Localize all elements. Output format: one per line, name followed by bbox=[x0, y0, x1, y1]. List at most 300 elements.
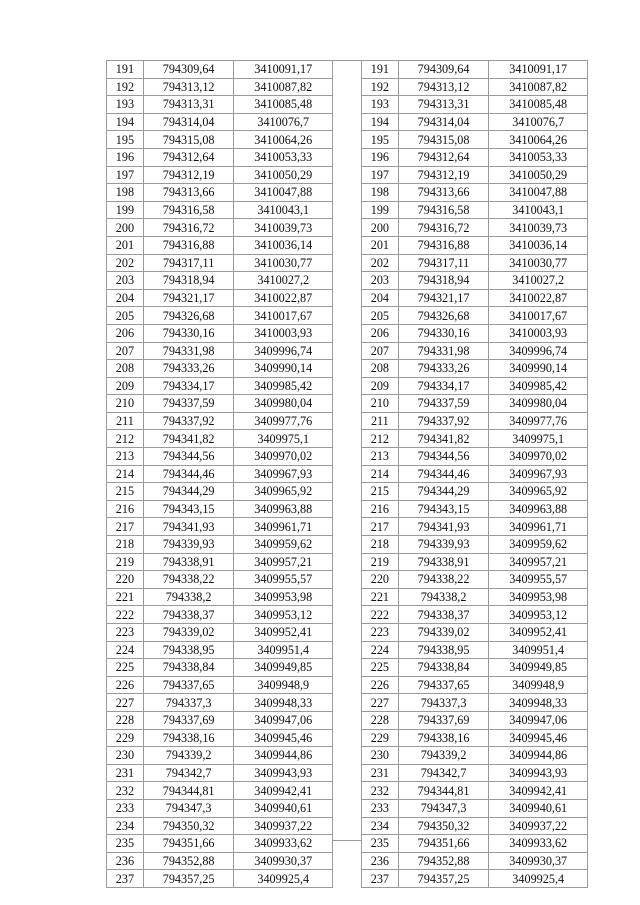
y-coordinate-cell: 3410036,14 bbox=[234, 236, 333, 254]
table-row bbox=[107, 78, 333, 96]
coordinates-table-left-body bbox=[107, 61, 333, 888]
y-coordinate-cell: 3409965,92 bbox=[234, 483, 333, 501]
x-coordinate-cell: 794330,16 bbox=[143, 324, 234, 342]
x-coordinate-cell: 794339,93 bbox=[143, 536, 234, 554]
table-row bbox=[107, 219, 333, 237]
y-coordinate-cell: 3410050,29 bbox=[489, 166, 588, 184]
x-coordinate-cell: 794338,95 bbox=[398, 641, 489, 659]
y-coordinate-cell: 3409945,46 bbox=[234, 729, 333, 747]
point-number-cell: 204 bbox=[107, 289, 144, 307]
table-row bbox=[107, 676, 333, 694]
x-coordinate-cell: 794343,15 bbox=[398, 500, 489, 518]
point-number-cell: 209 bbox=[361, 377, 398, 395]
y-coordinate-cell: 3409942,41 bbox=[234, 782, 333, 800]
point-number-cell: 207 bbox=[107, 342, 144, 360]
table-row bbox=[361, 641, 587, 659]
table-row bbox=[107, 430, 333, 448]
point-number-cell: 236 bbox=[107, 852, 144, 870]
x-coordinate-cell: 794316,88 bbox=[143, 236, 234, 254]
x-coordinate-cell: 794316,58 bbox=[143, 201, 234, 219]
table-row bbox=[107, 817, 333, 835]
point-number-cell: 220 bbox=[107, 571, 144, 589]
table-row bbox=[361, 659, 587, 677]
x-coordinate-cell: 794339,02 bbox=[143, 624, 234, 642]
x-coordinate-cell: 794339,02 bbox=[398, 624, 489, 642]
point-number-cell: 207 bbox=[361, 342, 398, 360]
table-row bbox=[361, 835, 587, 853]
x-coordinate-cell: 794344,29 bbox=[398, 483, 489, 501]
y-coordinate-cell: 3409944,86 bbox=[489, 747, 588, 765]
x-coordinate-cell: 794314,04 bbox=[143, 113, 234, 131]
point-number-cell: 199 bbox=[361, 201, 398, 219]
y-coordinate-cell: 3409953,98 bbox=[234, 588, 333, 606]
point-number-cell: 230 bbox=[361, 747, 398, 765]
table-row bbox=[361, 483, 587, 501]
table-row bbox=[107, 729, 333, 747]
x-coordinate-cell: 794309,64 bbox=[398, 61, 489, 79]
x-coordinate-cell: 794352,88 bbox=[398, 852, 489, 870]
x-coordinate-cell: 794318,94 bbox=[143, 272, 234, 290]
y-coordinate-cell: 3409959,62 bbox=[489, 536, 588, 554]
x-coordinate-cell: 794357,25 bbox=[143, 870, 234, 888]
point-number-cell: 195 bbox=[361, 131, 398, 149]
point-number-cell: 217 bbox=[107, 518, 144, 536]
point-number-cell: 223 bbox=[107, 624, 144, 642]
x-coordinate-cell: 794339,2 bbox=[143, 747, 234, 765]
x-coordinate-cell: 794342,7 bbox=[398, 764, 489, 782]
x-coordinate-cell: 794318,94 bbox=[398, 272, 489, 290]
table-row bbox=[107, 624, 333, 642]
x-coordinate-cell: 794313,31 bbox=[398, 96, 489, 114]
point-number-cell: 224 bbox=[107, 641, 144, 659]
table-row bbox=[361, 113, 587, 131]
y-coordinate-cell: 3410076,7 bbox=[489, 113, 588, 131]
table-row bbox=[361, 360, 587, 378]
point-number-cell: 209 bbox=[107, 377, 144, 395]
y-coordinate-cell: 3409943,93 bbox=[489, 764, 588, 782]
y-coordinate-cell: 3410076,7 bbox=[234, 113, 333, 131]
y-coordinate-cell: 3410047,88 bbox=[489, 184, 588, 202]
x-coordinate-cell: 794341,82 bbox=[398, 430, 489, 448]
coordinates-table-left bbox=[106, 60, 333, 888]
table-row bbox=[107, 747, 333, 765]
y-coordinate-cell: 3409957,21 bbox=[489, 553, 588, 571]
point-number-cell: 225 bbox=[361, 659, 398, 677]
point-number-cell: 223 bbox=[361, 624, 398, 642]
y-coordinate-cell: 3409953,12 bbox=[234, 606, 333, 624]
y-coordinate-cell: 3409963,88 bbox=[489, 500, 588, 518]
y-coordinate-cell: 3410017,67 bbox=[234, 307, 333, 325]
x-coordinate-cell: 794334,17 bbox=[143, 377, 234, 395]
point-number-cell: 236 bbox=[361, 852, 398, 870]
table-row bbox=[361, 289, 587, 307]
point-number-cell: 197 bbox=[361, 166, 398, 184]
x-coordinate-cell: 794342,7 bbox=[143, 764, 234, 782]
y-coordinate-cell: 3410003,93 bbox=[489, 324, 588, 342]
table-row bbox=[361, 78, 587, 96]
y-coordinate-cell: 3410027,2 bbox=[234, 272, 333, 290]
point-number-cell: 208 bbox=[107, 360, 144, 378]
point-number-cell: 230 bbox=[107, 747, 144, 765]
table-row bbox=[361, 536, 587, 554]
point-number-cell: 228 bbox=[361, 711, 398, 729]
x-coordinate-cell: 794313,12 bbox=[398, 78, 489, 96]
x-coordinate-cell: 794315,08 bbox=[398, 131, 489, 149]
table-column-gap bbox=[333, 60, 361, 841]
y-coordinate-cell: 3410087,82 bbox=[234, 78, 333, 96]
point-number-cell: 218 bbox=[361, 536, 398, 554]
table-row bbox=[107, 641, 333, 659]
table-row bbox=[361, 852, 587, 870]
y-coordinate-cell: 3410053,33 bbox=[489, 148, 588, 166]
x-coordinate-cell: 794338,2 bbox=[143, 588, 234, 606]
y-coordinate-cell: 3409952,41 bbox=[234, 624, 333, 642]
table-row bbox=[107, 571, 333, 589]
table-row bbox=[107, 835, 333, 853]
point-number-cell: 233 bbox=[361, 799, 398, 817]
point-number-cell: 237 bbox=[107, 870, 144, 888]
y-coordinate-cell: 3409943,93 bbox=[234, 764, 333, 782]
table-row bbox=[361, 782, 587, 800]
table-row bbox=[107, 536, 333, 554]
y-coordinate-cell: 3410043,1 bbox=[234, 201, 333, 219]
table-row bbox=[361, 747, 587, 765]
point-number-cell: 229 bbox=[107, 729, 144, 747]
point-number-cell: 196 bbox=[107, 148, 144, 166]
table-row bbox=[361, 465, 587, 483]
table-row bbox=[361, 342, 587, 360]
table-row bbox=[361, 412, 587, 430]
point-number-cell: 192 bbox=[107, 78, 144, 96]
x-coordinate-cell: 794317,11 bbox=[143, 254, 234, 272]
x-coordinate-cell: 794337,65 bbox=[398, 676, 489, 694]
point-number-cell: 228 bbox=[107, 711, 144, 729]
point-number-cell: 226 bbox=[107, 676, 144, 694]
x-coordinate-cell: 794337,65 bbox=[143, 676, 234, 694]
point-number-cell: 222 bbox=[361, 606, 398, 624]
x-coordinate-cell: 794339,93 bbox=[398, 536, 489, 554]
point-number-cell: 218 bbox=[107, 536, 144, 554]
point-number-cell: 203 bbox=[107, 272, 144, 290]
table-row bbox=[361, 588, 587, 606]
x-coordinate-cell: 794341,93 bbox=[143, 518, 234, 536]
table-row bbox=[107, 448, 333, 466]
table-row bbox=[107, 148, 333, 166]
point-number-cell: 215 bbox=[361, 483, 398, 501]
y-coordinate-cell: 3409990,14 bbox=[234, 360, 333, 378]
y-coordinate-cell: 3409947,06 bbox=[234, 711, 333, 729]
y-coordinate-cell: 3409957,21 bbox=[234, 553, 333, 571]
table-row bbox=[107, 236, 333, 254]
y-coordinate-cell: 3410087,82 bbox=[489, 78, 588, 96]
y-coordinate-cell: 3409970,02 bbox=[234, 448, 333, 466]
point-number-cell: 205 bbox=[107, 307, 144, 325]
table-row bbox=[107, 799, 333, 817]
x-coordinate-cell: 794330,16 bbox=[398, 324, 489, 342]
x-coordinate-cell: 794351,66 bbox=[143, 835, 234, 853]
point-number-cell: 219 bbox=[107, 553, 144, 571]
table-row bbox=[361, 571, 587, 589]
point-number-cell: 199 bbox=[107, 201, 144, 219]
y-coordinate-cell: 3410030,77 bbox=[234, 254, 333, 272]
table-row bbox=[107, 588, 333, 606]
x-coordinate-cell: 794338,95 bbox=[143, 641, 234, 659]
point-number-cell: 210 bbox=[107, 395, 144, 413]
table-row bbox=[361, 131, 587, 149]
table-row bbox=[361, 166, 587, 184]
table-row bbox=[107, 483, 333, 501]
table-row bbox=[361, 254, 587, 272]
y-coordinate-cell: 3410053,33 bbox=[234, 148, 333, 166]
point-number-cell: 214 bbox=[107, 465, 144, 483]
x-coordinate-cell: 794344,56 bbox=[143, 448, 234, 466]
y-coordinate-cell: 3409945,46 bbox=[489, 729, 588, 747]
point-number-cell: 219 bbox=[361, 553, 398, 571]
x-coordinate-cell: 794314,04 bbox=[398, 113, 489, 131]
table-row bbox=[107, 500, 333, 518]
y-coordinate-cell: 3410043,1 bbox=[489, 201, 588, 219]
x-coordinate-cell: 794337,69 bbox=[143, 711, 234, 729]
point-number-cell: 212 bbox=[107, 430, 144, 448]
x-coordinate-cell: 794337,92 bbox=[143, 412, 234, 430]
x-coordinate-cell: 794313,31 bbox=[143, 96, 234, 114]
point-number-cell: 192 bbox=[361, 78, 398, 96]
point-number-cell: 220 bbox=[361, 571, 398, 589]
x-coordinate-cell: 794341,82 bbox=[143, 430, 234, 448]
x-coordinate-cell: 794338,2 bbox=[398, 588, 489, 606]
point-number-cell: 231 bbox=[107, 764, 144, 782]
table-row bbox=[107, 324, 333, 342]
point-number-cell: 206 bbox=[107, 324, 144, 342]
table-row bbox=[107, 131, 333, 149]
table-row bbox=[107, 342, 333, 360]
y-coordinate-cell: 3409953,12 bbox=[489, 606, 588, 624]
x-coordinate-cell: 794338,91 bbox=[143, 553, 234, 571]
table-row bbox=[361, 148, 587, 166]
x-coordinate-cell: 794338,84 bbox=[143, 659, 234, 677]
y-coordinate-cell: 3409967,93 bbox=[234, 465, 333, 483]
table-row bbox=[361, 799, 587, 817]
point-number-cell: 233 bbox=[107, 799, 144, 817]
x-coordinate-cell: 794334,17 bbox=[398, 377, 489, 395]
point-number-cell: 221 bbox=[361, 588, 398, 606]
y-coordinate-cell: 3409937,22 bbox=[234, 817, 333, 835]
y-coordinate-cell: 3409933,62 bbox=[234, 835, 333, 853]
x-coordinate-cell: 794312,64 bbox=[143, 148, 234, 166]
y-coordinate-cell: 3409996,74 bbox=[489, 342, 588, 360]
x-coordinate-cell: 794343,15 bbox=[143, 500, 234, 518]
point-number-cell: 197 bbox=[107, 166, 144, 184]
point-number-cell: 216 bbox=[361, 500, 398, 518]
table-row bbox=[361, 430, 587, 448]
y-coordinate-cell: 3410027,2 bbox=[489, 272, 588, 290]
x-coordinate-cell: 794347,3 bbox=[143, 799, 234, 817]
table-row bbox=[107, 307, 333, 325]
x-coordinate-cell: 794312,19 bbox=[143, 166, 234, 184]
x-coordinate-cell: 794338,22 bbox=[143, 571, 234, 589]
x-coordinate-cell: 794350,32 bbox=[398, 817, 489, 835]
point-number-cell: 229 bbox=[361, 729, 398, 747]
point-number-cell: 235 bbox=[361, 835, 398, 853]
coordinates-table-right bbox=[361, 60, 588, 888]
x-coordinate-cell: 794316,72 bbox=[143, 219, 234, 237]
y-coordinate-cell: 3410022,87 bbox=[489, 289, 588, 307]
point-number-cell: 210 bbox=[361, 395, 398, 413]
point-number-cell: 203 bbox=[361, 272, 398, 290]
y-coordinate-cell: 3410022,87 bbox=[234, 289, 333, 307]
y-coordinate-cell: 3409933,62 bbox=[489, 835, 588, 853]
point-number-cell: 213 bbox=[361, 448, 398, 466]
y-coordinate-cell: 3409961,71 bbox=[234, 518, 333, 536]
y-coordinate-cell: 3409955,57 bbox=[234, 571, 333, 589]
y-coordinate-cell: 3409949,85 bbox=[234, 659, 333, 677]
y-coordinate-cell: 3409951,4 bbox=[489, 641, 588, 659]
point-number-cell: 215 bbox=[107, 483, 144, 501]
table-row bbox=[361, 553, 587, 571]
point-number-cell: 232 bbox=[107, 782, 144, 800]
x-coordinate-cell: 794338,16 bbox=[143, 729, 234, 747]
table-row bbox=[361, 395, 587, 413]
x-coordinate-cell: 794316,88 bbox=[398, 236, 489, 254]
y-coordinate-cell: 3409948,9 bbox=[234, 676, 333, 694]
table-row bbox=[361, 307, 587, 325]
table-row bbox=[107, 852, 333, 870]
table-row bbox=[361, 729, 587, 747]
table-row bbox=[107, 272, 333, 290]
x-coordinate-cell: 794321,17 bbox=[398, 289, 489, 307]
y-coordinate-cell: 3410064,26 bbox=[489, 131, 588, 149]
x-coordinate-cell: 794313,66 bbox=[398, 184, 489, 202]
x-coordinate-cell: 794337,59 bbox=[398, 395, 489, 413]
y-coordinate-cell: 3409953,98 bbox=[489, 588, 588, 606]
y-coordinate-cell: 3409985,42 bbox=[489, 377, 588, 395]
table-row bbox=[107, 113, 333, 131]
x-coordinate-cell: 794309,64 bbox=[143, 61, 234, 79]
x-coordinate-cell: 794351,66 bbox=[398, 835, 489, 853]
y-coordinate-cell: 3409940,61 bbox=[234, 799, 333, 817]
y-coordinate-cell: 3410039,73 bbox=[234, 219, 333, 237]
y-coordinate-cell: 3410003,93 bbox=[234, 324, 333, 342]
point-number-cell: 196 bbox=[361, 148, 398, 166]
y-coordinate-cell: 3409975,1 bbox=[234, 430, 333, 448]
x-coordinate-cell: 794333,26 bbox=[398, 360, 489, 378]
x-coordinate-cell: 794357,25 bbox=[398, 870, 489, 888]
point-number-cell: 200 bbox=[361, 219, 398, 237]
point-number-cell: 237 bbox=[361, 870, 398, 888]
point-number-cell: 191 bbox=[361, 61, 398, 79]
point-number-cell: 216 bbox=[107, 500, 144, 518]
point-number-cell: 222 bbox=[107, 606, 144, 624]
table-row bbox=[107, 711, 333, 729]
point-number-cell: 213 bbox=[107, 448, 144, 466]
table-row bbox=[107, 377, 333, 395]
x-coordinate-cell: 794344,81 bbox=[143, 782, 234, 800]
y-coordinate-cell: 3409944,86 bbox=[234, 747, 333, 765]
point-number-cell: 202 bbox=[361, 254, 398, 272]
y-coordinate-cell: 3409949,85 bbox=[489, 659, 588, 677]
x-coordinate-cell: 794337,3 bbox=[398, 694, 489, 712]
x-coordinate-cell: 794338,37 bbox=[143, 606, 234, 624]
point-number-cell: 234 bbox=[107, 817, 144, 835]
y-coordinate-cell: 3410085,48 bbox=[489, 96, 588, 114]
x-coordinate-cell: 794326,68 bbox=[398, 307, 489, 325]
table-row bbox=[361, 817, 587, 835]
table-row bbox=[361, 694, 587, 712]
y-coordinate-cell: 3409940,61 bbox=[489, 799, 588, 817]
y-coordinate-cell: 3409942,41 bbox=[489, 782, 588, 800]
x-coordinate-cell: 794344,81 bbox=[398, 782, 489, 800]
x-coordinate-cell: 794344,46 bbox=[143, 465, 234, 483]
table-row bbox=[107, 553, 333, 571]
table-row bbox=[361, 184, 587, 202]
y-coordinate-cell: 3409959,62 bbox=[234, 536, 333, 554]
y-coordinate-cell: 3409948,33 bbox=[489, 694, 588, 712]
point-number-cell: 235 bbox=[107, 835, 144, 853]
y-coordinate-cell: 3409948,9 bbox=[489, 676, 588, 694]
y-coordinate-cell: 3409948,33 bbox=[234, 694, 333, 712]
x-coordinate-cell: 794331,98 bbox=[143, 342, 234, 360]
x-coordinate-cell: 794338,84 bbox=[398, 659, 489, 677]
y-coordinate-cell: 3409990,14 bbox=[489, 360, 588, 378]
y-coordinate-cell: 3409947,06 bbox=[489, 711, 588, 729]
point-number-cell: 212 bbox=[361, 430, 398, 448]
table-row bbox=[361, 61, 587, 79]
x-coordinate-cell: 794338,37 bbox=[398, 606, 489, 624]
point-number-cell: 206 bbox=[361, 324, 398, 342]
y-coordinate-cell: 3409967,93 bbox=[489, 465, 588, 483]
table-row bbox=[107, 518, 333, 536]
table-row bbox=[361, 676, 587, 694]
x-coordinate-cell: 794337,69 bbox=[398, 711, 489, 729]
point-number-cell: 191 bbox=[107, 61, 144, 79]
x-coordinate-cell: 794331,98 bbox=[398, 342, 489, 360]
x-coordinate-cell: 794347,3 bbox=[398, 799, 489, 817]
table-row bbox=[107, 395, 333, 413]
table-row bbox=[361, 500, 587, 518]
x-coordinate-cell: 794315,08 bbox=[143, 131, 234, 149]
x-coordinate-cell: 794326,68 bbox=[143, 307, 234, 325]
table-row bbox=[107, 694, 333, 712]
y-coordinate-cell: 3410085,48 bbox=[234, 96, 333, 114]
y-coordinate-cell: 3410064,26 bbox=[234, 131, 333, 149]
y-coordinate-cell: 3410017,67 bbox=[489, 307, 588, 325]
table-row bbox=[107, 360, 333, 378]
table-row bbox=[361, 711, 587, 729]
x-coordinate-cell: 794344,46 bbox=[398, 465, 489, 483]
y-coordinate-cell: 3409985,42 bbox=[234, 377, 333, 395]
table-row bbox=[361, 518, 587, 536]
point-number-cell: 227 bbox=[361, 694, 398, 712]
point-number-cell: 200 bbox=[107, 219, 144, 237]
point-number-cell: 217 bbox=[361, 518, 398, 536]
y-coordinate-cell: 3409937,22 bbox=[489, 817, 588, 835]
table-row bbox=[361, 236, 587, 254]
point-number-cell: 225 bbox=[107, 659, 144, 677]
table-row bbox=[361, 272, 587, 290]
point-number-cell: 224 bbox=[361, 641, 398, 659]
y-coordinate-cell: 3409952,41 bbox=[489, 624, 588, 642]
y-coordinate-cell: 3409951,4 bbox=[234, 641, 333, 659]
y-coordinate-cell: 3409996,74 bbox=[234, 342, 333, 360]
x-coordinate-cell: 794337,59 bbox=[143, 395, 234, 413]
table-row bbox=[361, 324, 587, 342]
x-coordinate-cell: 794344,29 bbox=[143, 483, 234, 501]
x-coordinate-cell: 794317,11 bbox=[398, 254, 489, 272]
x-coordinate-cell: 794321,17 bbox=[143, 289, 234, 307]
table-row bbox=[361, 96, 587, 114]
x-coordinate-cell: 794337,3 bbox=[143, 694, 234, 712]
y-coordinate-cell: 3410091,17 bbox=[489, 61, 588, 79]
